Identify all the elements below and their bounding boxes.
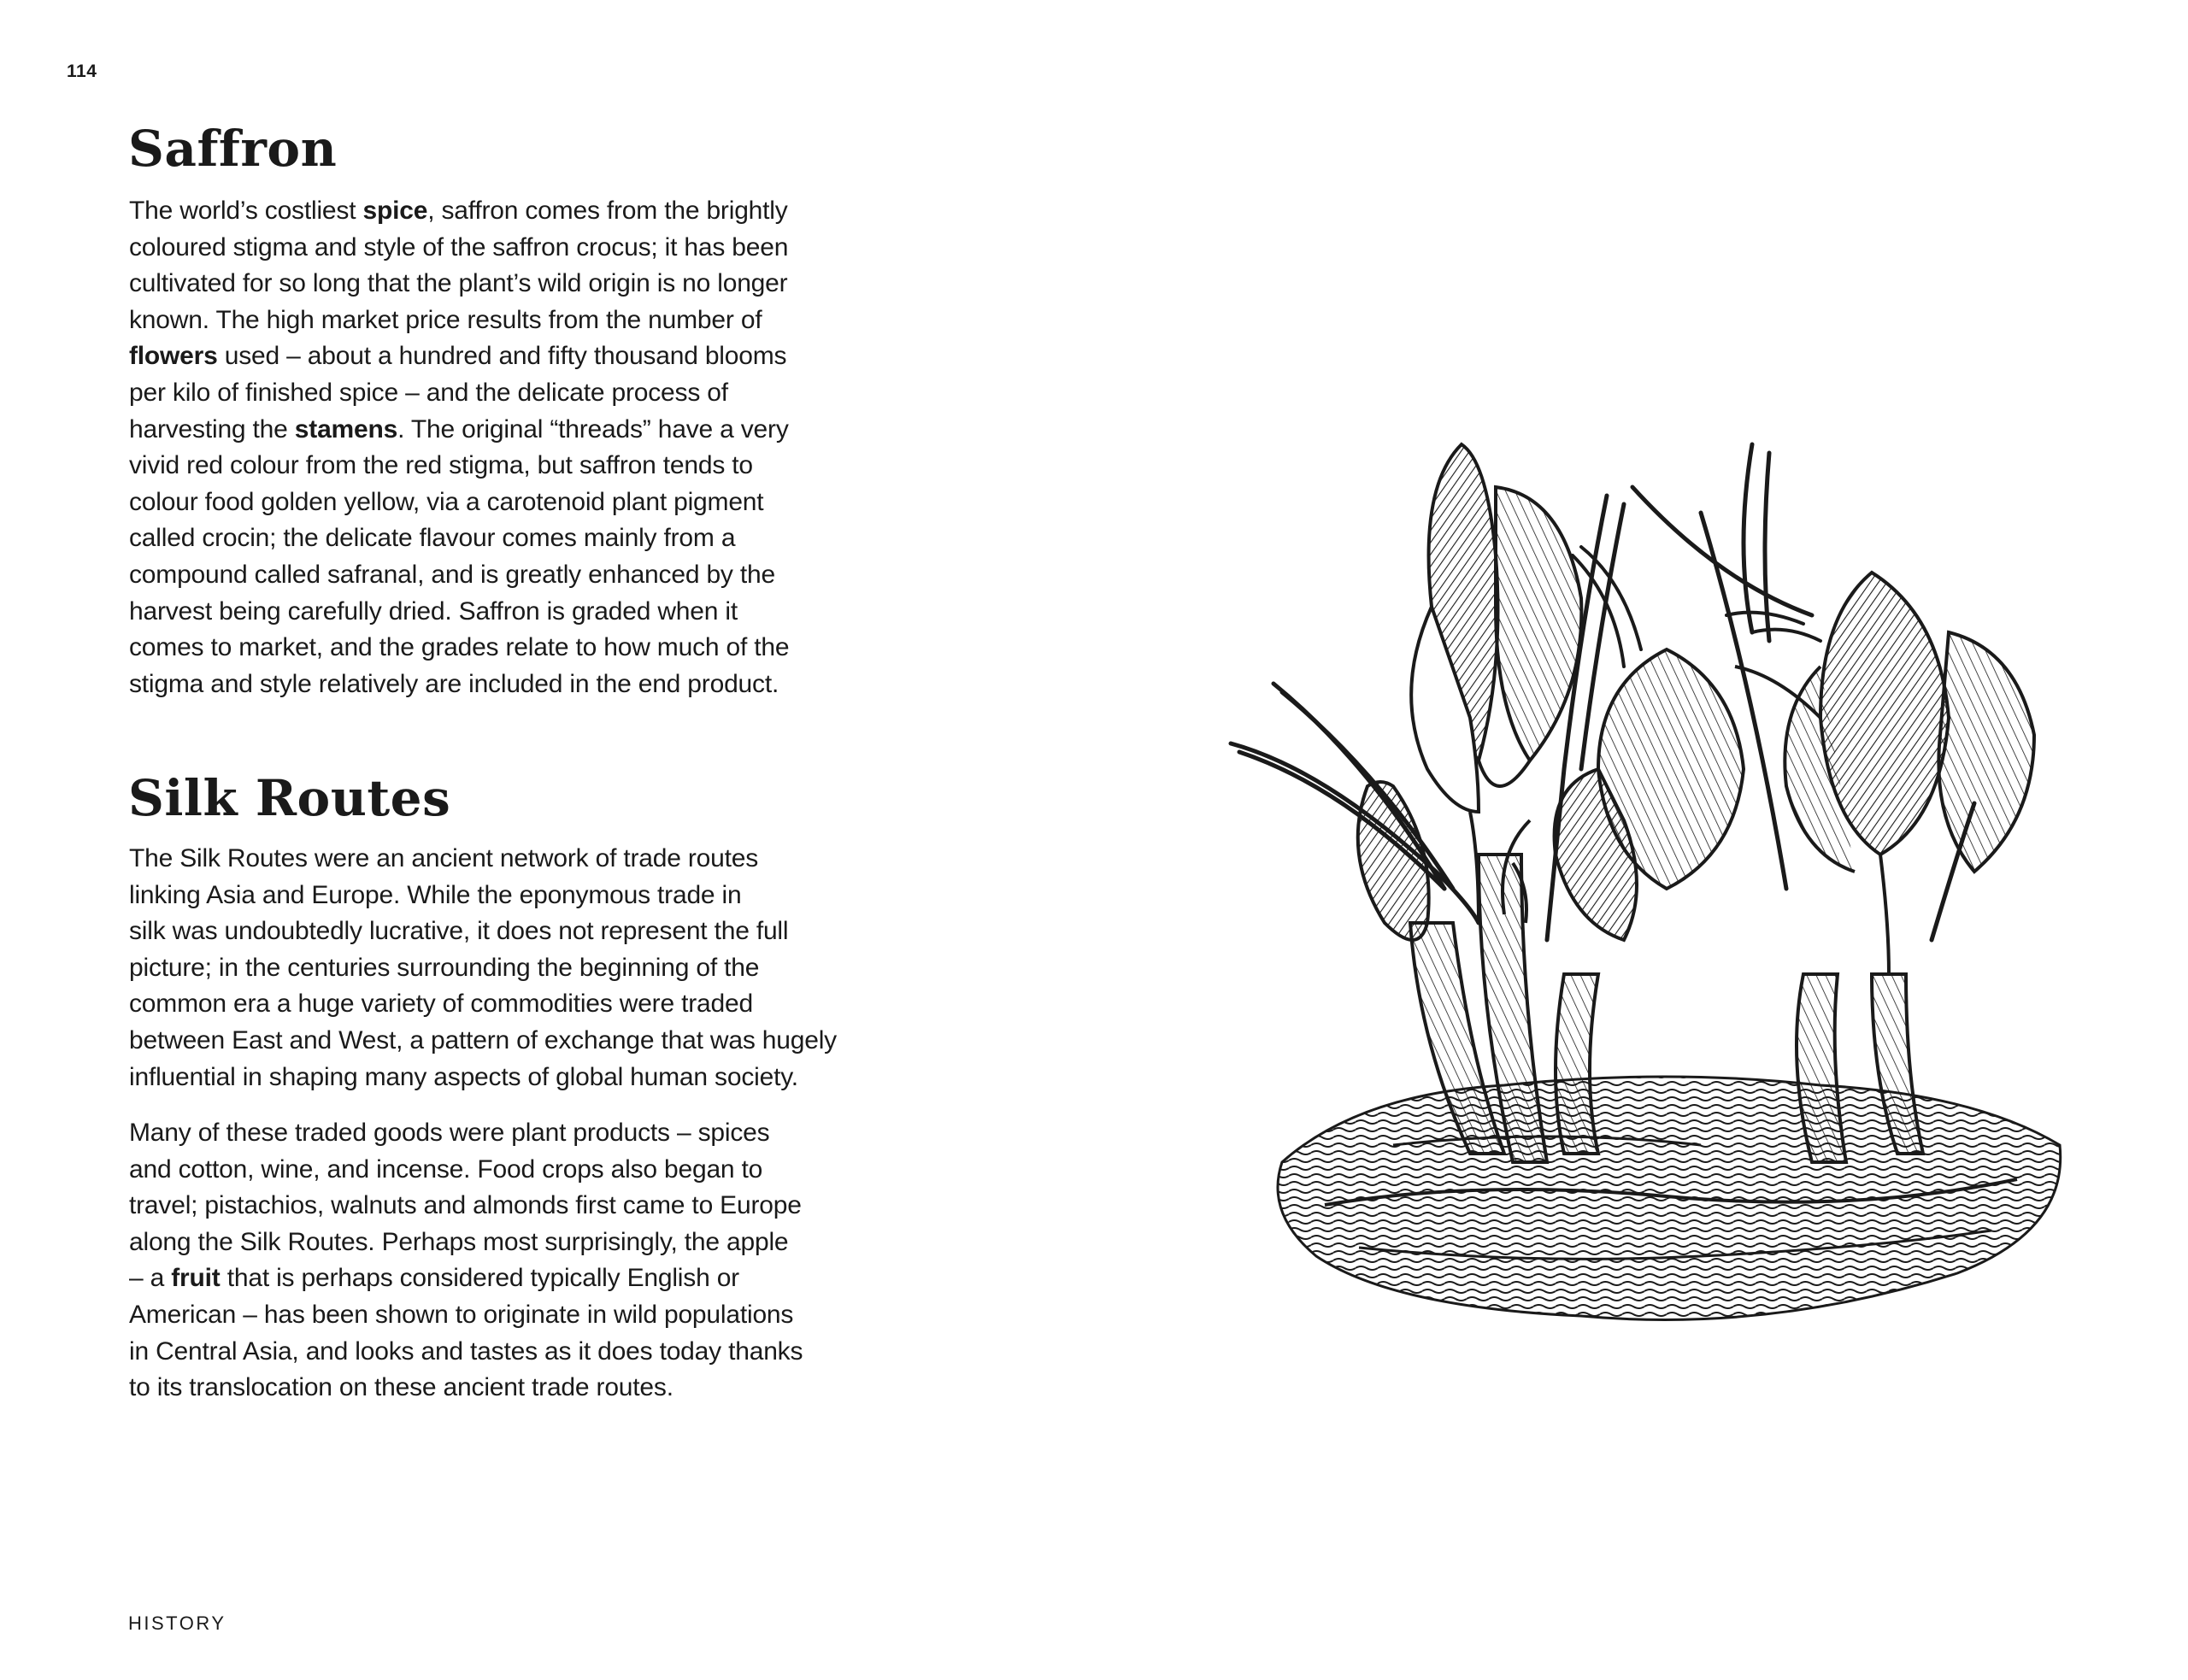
text-line: in Central Asia, and looks and tastes as it does today thanks (129, 1336, 803, 1366)
text-line: coloured stigma and style of the saffron crocus; it has been (129, 232, 789, 261)
silk-routes-paragraph-2 (129, 1115, 813, 1407)
text-line: per kilo of finished spice – and the delicate process of (129, 378, 728, 407)
text-line: to its translocation on these ancient trade routes. (129, 1373, 673, 1402)
text-line: stigma and style relatively are included in the end product. (129, 669, 779, 698)
text-line: silk was undoubtedly lucrative, it does not represent the full (129, 917, 789, 946)
text-line: comes to market, and the grades relate to how much of the (129, 633, 790, 662)
text-line: – a fruit that is perhaps considered typically English or (129, 1264, 739, 1293)
text-line: The world’s costliest spice, saffron comes from the brightly (129, 197, 788, 225)
silk-routes-paragraph-1 (129, 841, 837, 1096)
section-label: HISTORY (128, 1612, 226, 1634)
saffron-heading: Saffron (128, 120, 338, 178)
keyword-spice: spice (362, 197, 428, 225)
text-line: Many of these traded goods were plant products – spices (129, 1119, 770, 1147)
text-line: linking Asia and Europe. While the eponymous trade in (129, 880, 742, 909)
text-line: between East and West, a pattern of exchange that was hugely (129, 1025, 837, 1054)
text-line: American – has been shown to originate in wild populations (129, 1300, 794, 1329)
text-line: called crocin; the delicate flavour comes mainly from a (129, 524, 736, 553)
text-line: compound called safranal, and is greatly enhanced by the (129, 560, 775, 589)
text-line: vivid red colour from the red stigma, but saffron tends to (129, 451, 753, 480)
keyword-flowers: flowers (129, 342, 218, 371)
text-line: influential in shaping many aspects of global human society. (129, 1062, 798, 1091)
silk-routes-heading: Silk Routes (128, 769, 451, 827)
page-number: 114 (67, 62, 97, 81)
saffron-body (129, 193, 813, 702)
soil (1278, 1077, 2061, 1319)
stamens (1573, 547, 1820, 667)
text-line: harvest being carefully dried. Saffron is graded when it (129, 596, 738, 626)
keyword-fruit: fruit (171, 1264, 221, 1293)
text-line: cultivated for so long that the plant’s wild origin is no longer (129, 269, 788, 298)
text-line: travel; pistachios, walnuts and almonds first came to Europe (129, 1191, 802, 1220)
text-line: picture; in the centuries surrounding the beginning of the (129, 953, 760, 982)
crocus-illustration (1222, 410, 2103, 1350)
crocus-bud-left (1358, 782, 1429, 940)
text-line: colour food golden yellow, via a carotenoid plant pigment (129, 487, 764, 516)
crocus-flower-right (1785, 573, 2034, 974)
text-line: and cotton, wine, and incense. Food crops also began to (129, 1154, 763, 1184)
text-line: common era a huge variety of commodities were traded (129, 990, 753, 1019)
text-line: flowers used – about a hundred and fifty thousand blooms (129, 342, 787, 371)
text-line: known. The high market price results from the number of (129, 305, 762, 334)
keyword-stamens: stamens (294, 414, 398, 443)
text-line: harvesting the stamens. The original “threads” have a very (129, 414, 789, 443)
text-line: along the Silk Routes. Perhaps most surprisingly, the apple (129, 1227, 789, 1256)
text-line: The Silk Routes were an ancient network of trade routes (129, 844, 759, 872)
